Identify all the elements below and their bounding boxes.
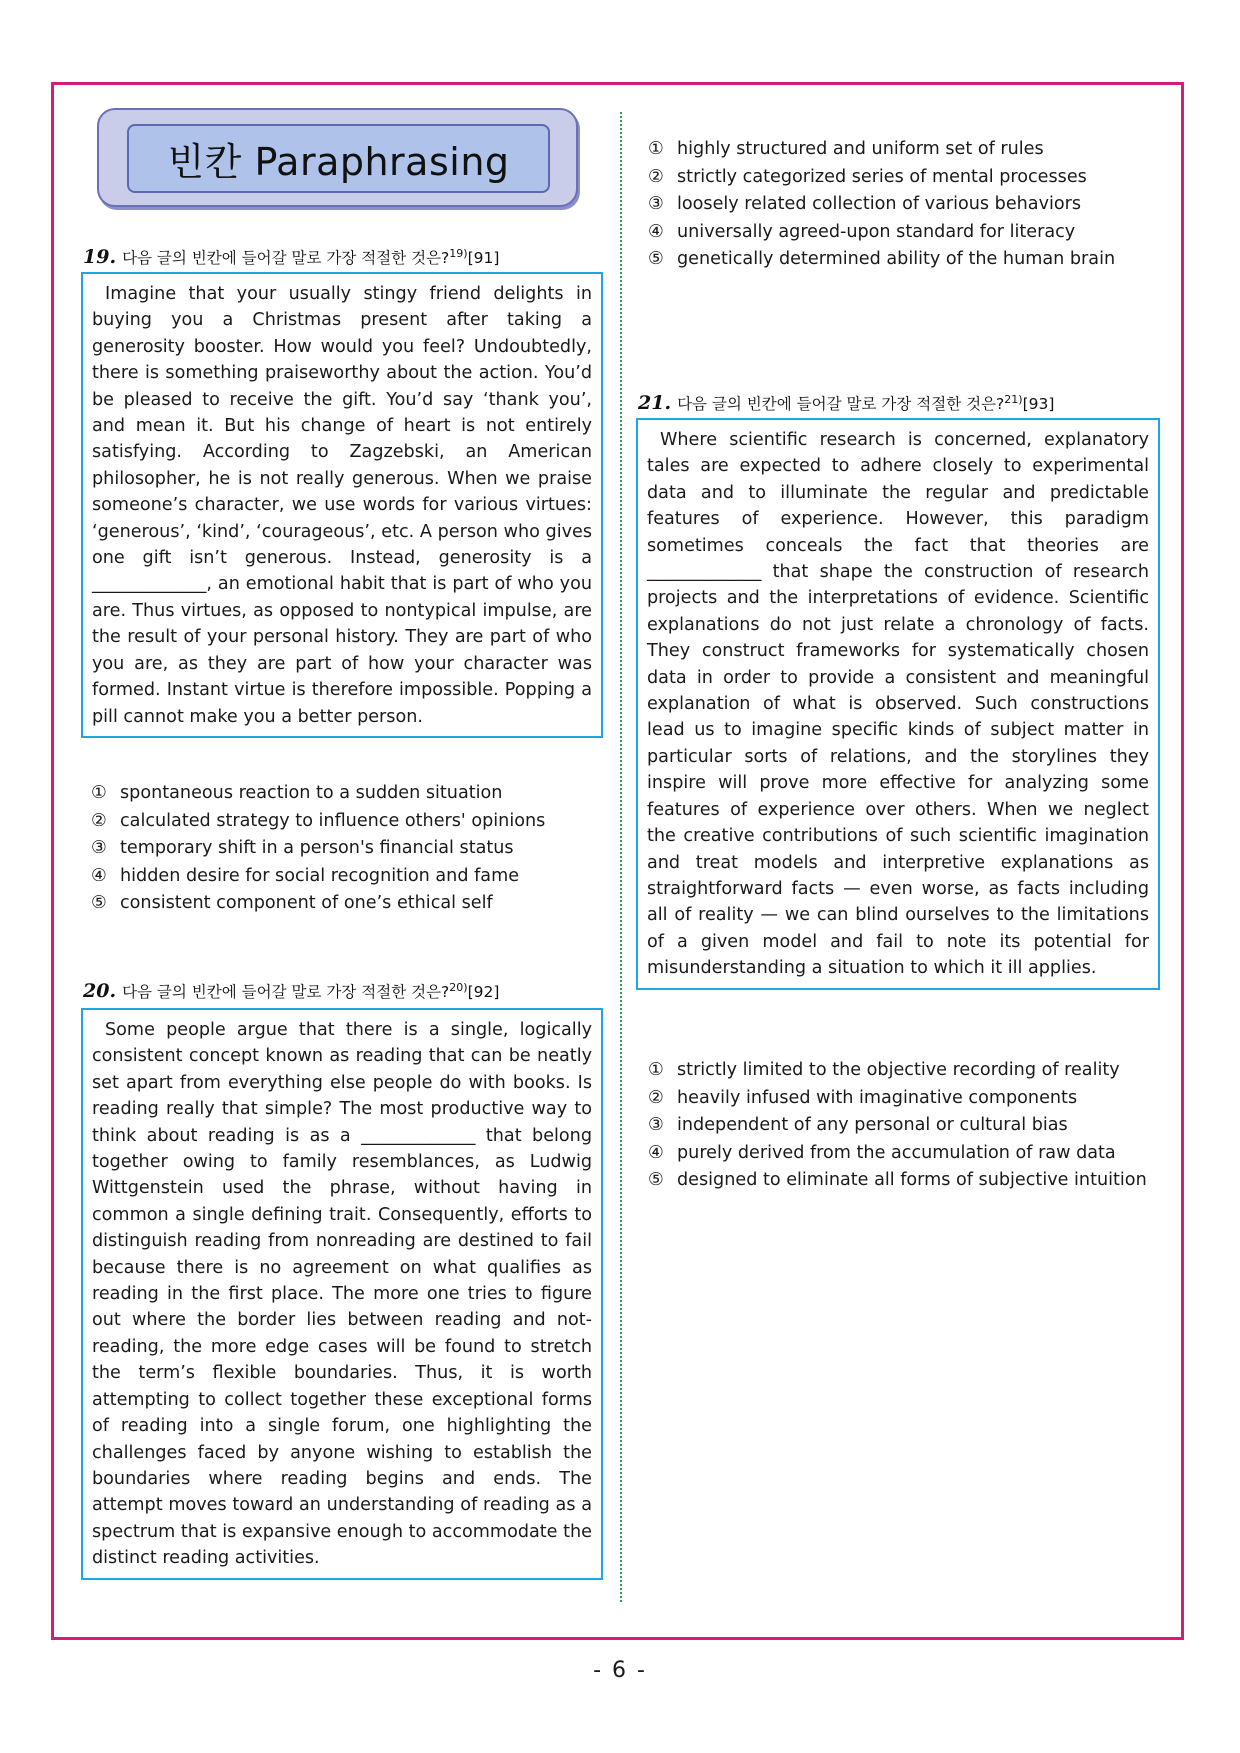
question-20-choices bbox=[648, 136, 1168, 274]
choice-item[interactable] bbox=[648, 219, 1168, 247]
choice-marker: ⑤ bbox=[648, 1170, 664, 1191]
choice-text: highly structured and uniform set of rules bbox=[677, 139, 1044, 159]
passage-text: Where scientific research is concerned, explanatory tales are expected to adhere closely to experimental data and to illuminate the regular and predictable features of experience. However, this paradigm sometimes conceals the fact that theories are _____________ that shape the construction of research projects and the interpretations of evidence. Scientific explanations do not just relate a chronology of facts. They construct frameworks for systematically chosen data in order to provide a consistent and meaningful explanation of what is observed. Such constructions lead us to imagine specific kinds of subject matter in particular sorts of relations, and the storylines they inspire will prove more effective for analyzing some features of experience over others. When we neglect the creative contributions of such scientific imagination and treat models and interpretive explanations as straightforward facts — even worse, as facts including all of reality — we can blind ourselves to the limitations of a given model and fail to note its potential for misunderstanding a situation to which it ill applies. bbox=[647, 430, 1149, 979]
section-title-inner bbox=[127, 124, 550, 193]
choice-text: universally agreed-upon standard for literacy bbox=[677, 221, 1076, 242]
choice-item[interactable] bbox=[648, 1140, 1160, 1168]
choice-marker: ③ bbox=[648, 194, 664, 215]
choice-item[interactable] bbox=[648, 191, 1168, 219]
question-19-header bbox=[83, 246, 499, 268]
choice-item[interactable] bbox=[648, 1112, 1160, 1140]
choice-marker: ② bbox=[91, 810, 107, 831]
question-prompt: 다음 글의 빈칸에 들어갈 말로 가장 적절한 것은? bbox=[122, 983, 450, 1001]
choice-item[interactable] bbox=[91, 863, 591, 891]
choice-item[interactable] bbox=[648, 136, 1168, 164]
choice-text: genetically determined ability of the human brain bbox=[677, 249, 1116, 270]
choice-item[interactable] bbox=[648, 164, 1168, 192]
choice-text: hidden desire for social recognition and fame bbox=[120, 865, 520, 886]
choice-text: temporary shift in a person's financial status bbox=[120, 838, 514, 859]
passage-text: Imagine that your usually stingy friend delights in buying you a Christmas present after taking a generosity booster. How would you feel? Undoubtedly, there is something praiseworthy about the action. You’d be pleased to receive the gift. You’d say ‘thank you’, and mean it. But his change of heart is not entirely satisfying. According to Zagzebski, an American philosopher, he is not really generous. When we praise someone’s character, we use words for various virtues: ‘generous’, ‘kind’, ‘courageous’, etc. A person who gives one gift isn’t generous. Instead, generosity is a _____________, an emotional habit that is part of who you are. Thus virtues, as opposed to nontypical impulse, are the result of your personal history. They are part of who you are, as they are part of how your character was formed. Instant virtue is therefore impossible. Popping a pill cannot make you a better person. bbox=[92, 284, 592, 727]
question-21-header bbox=[638, 392, 1054, 414]
choice-text: strictly limited to the objective recording of reality bbox=[677, 1060, 1120, 1080]
choice-marker: ② bbox=[648, 1087, 664, 1108]
choice-item[interactable] bbox=[648, 246, 1168, 274]
choice-marker: ③ bbox=[648, 1115, 664, 1136]
choice-marker: ① bbox=[91, 783, 107, 803]
page-number: - 6 - bbox=[593, 1658, 647, 1683]
choice-item[interactable] bbox=[91, 890, 591, 918]
choice-text: consistent component of one’s ethical self bbox=[120, 893, 493, 914]
choice-marker: ⑤ bbox=[648, 249, 664, 270]
question-20-passage bbox=[81, 1008, 603, 1580]
choice-item[interactable] bbox=[648, 1085, 1160, 1113]
choice-marker: ① bbox=[648, 139, 664, 159]
choice-marker: ④ bbox=[648, 221, 664, 242]
question-19-choices bbox=[91, 780, 591, 918]
question-21-passage bbox=[636, 418, 1160, 990]
question-prompt: 다음 글의 빈칸에 들어갈 말로 가장 적절한 것은? bbox=[677, 395, 1005, 413]
choice-text: calculated strategy to influence others' opinions bbox=[120, 810, 546, 831]
question-number: 19. bbox=[83, 246, 117, 268]
choice-text: strictly categorized series of mental processes bbox=[677, 166, 1087, 187]
choice-text: designed to eliminate all forms of subjective intuition bbox=[677, 1170, 1147, 1191]
choice-marker: ① bbox=[648, 1060, 664, 1080]
choice-text: independent of any personal or cultural bias bbox=[677, 1115, 1068, 1136]
question-number: 21. bbox=[638, 392, 672, 414]
footnote-ref: 21) bbox=[1004, 392, 1023, 406]
choice-item[interactable] bbox=[91, 808, 591, 836]
choice-item[interactable] bbox=[91, 780, 591, 808]
question-code: [92] bbox=[467, 983, 500, 1001]
choice-marker: ③ bbox=[91, 838, 107, 859]
choice-item[interactable] bbox=[648, 1167, 1160, 1195]
choice-text: purely derived from the accumulation of raw data bbox=[677, 1142, 1116, 1163]
section-title: 빈칸 Paraphrasing bbox=[167, 140, 510, 184]
question-19-passage bbox=[81, 272, 603, 738]
column-divider bbox=[620, 112, 622, 1602]
question-number: 20. bbox=[83, 980, 117, 1002]
choice-marker: ④ bbox=[91, 865, 107, 886]
question-code: [91] bbox=[467, 249, 500, 267]
choice-marker: ⑤ bbox=[91, 893, 107, 914]
choice-item[interactable] bbox=[648, 1057, 1160, 1085]
passage-text: Some people argue that there is a single, logically consistent concept known as reading that can be neatly set apart from everything else people do with books. Is reading really that simple? The most productive way to think about reading is as a _____________ that belong together owing to family resemblances, as Ludwig Wittgenstein used the phrase, without having in common a single defining trait. Consequently, efforts to distinguish reading from nonreading are destined to fail because there is no agreement on what qualifies as reading in the first place. The more one tries to figure out where the border lies between reading and not-reading, the more edge cases will be found to stretch the term’s flexible boundaries. Thus, it is worth attempting to collect together these exceptional forms of reading into a single forum, one highlighting the challenges faced by anyone wishing to establish the boundaries where reading begins and ends. The attempt moves toward an understanding of reading as a spectrum that is expansive enough to accommodate the distinct reading activities. bbox=[92, 1020, 592, 1569]
question-prompt: 다음 글의 빈칸에 들어갈 말로 가장 적절한 것은? bbox=[122, 249, 450, 267]
choice-text: loosely related collection of various behaviors bbox=[677, 194, 1082, 215]
choice-item[interactable] bbox=[91, 835, 591, 863]
choice-text: heavily infused with imaginative components bbox=[677, 1087, 1078, 1108]
question-code: [93] bbox=[1022, 395, 1055, 413]
footnote-ref: 20) bbox=[449, 980, 468, 994]
question-20-header bbox=[83, 980, 499, 1002]
footnote-ref: 19) bbox=[449, 246, 468, 260]
choice-marker: ④ bbox=[648, 1142, 664, 1163]
choice-marker: ② bbox=[648, 166, 664, 187]
question-21-choices bbox=[648, 1057, 1160, 1195]
choice-text: spontaneous reaction to a sudden situation bbox=[120, 783, 503, 803]
section-title-badge bbox=[97, 108, 578, 207]
